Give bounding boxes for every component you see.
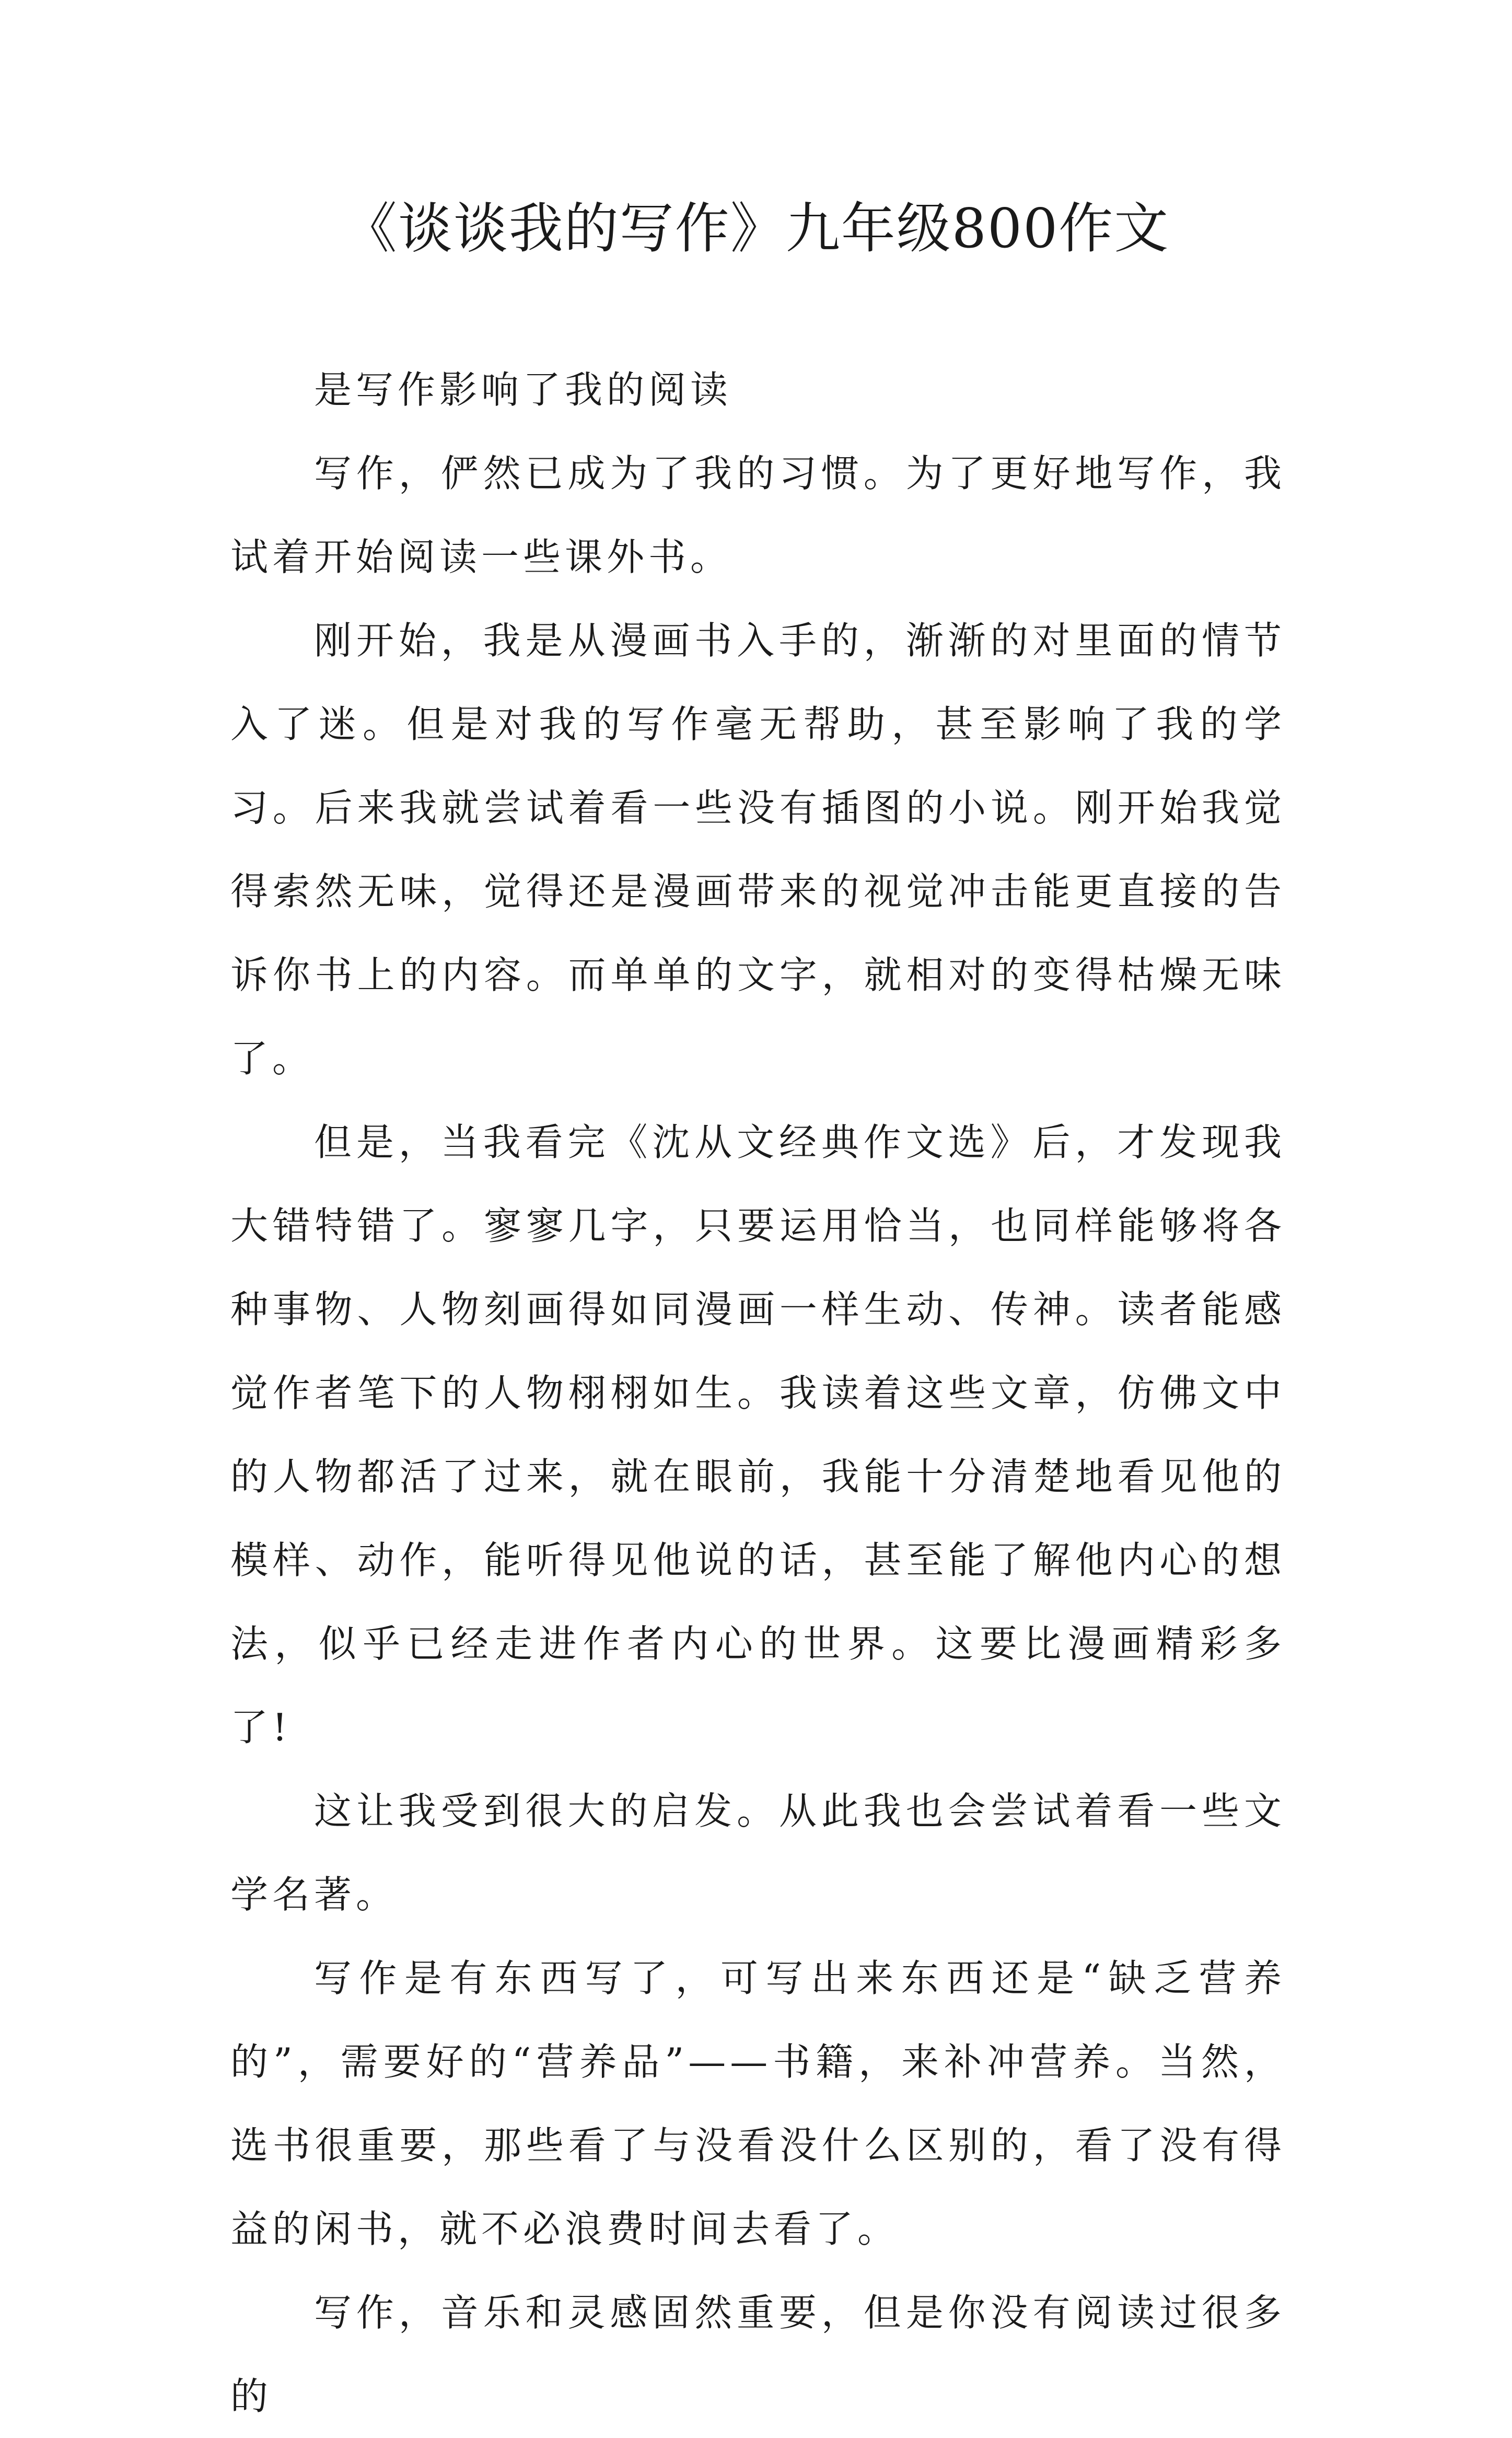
paragraph: 但是，当我看完《沈从文经典作文选》后，才发现我大错特错了。寥寥几字，只要运用恰当，也同样能够将各种事物、人物刻画得如同漫画一样生动、传神。读者能感觉作者笔下的人物栩栩如生。我读着这些文章，仿佛文中的人物都活了过来，就在眼前，我能十分清楚地看见他的模样、动作，能听得见他说的话，甚至能了解他内心的想法，似乎已经走进作者内心的世界。这要比漫画精彩多了! (230, 1120, 1286, 1749)
paragraph: 刚开始，我是从漫画书入手的，渐渐的对里面的情节入了迷。但是对我的写作毫无帮助，甚至影响了我的学习。后来我就尝试着看一些没有插图的小说。刚开始我觉得索然无味，觉得还是漫画带来的视觉冲击能更直接的告诉你书上的内容。而单单的文字，就相对的变得枯燥无味了。 (230, 619, 1286, 1081)
document-title: 《谈谈我的写作》九年级800作文 (342, 196, 1170, 260)
paragraph: 写作，俨然已成为了我的习惯。为了更好地写作，我试着开始阅读一些课外书。 (230, 451, 1286, 579)
document-body (230, 348, 1286, 2438)
paragraph: 写作，音乐和灵感固然重要，但是你没有阅读过很多的 (230, 2291, 1286, 2418)
paragraph: 这让我受到很大的启发。从此我也会尝试着看一些文学名著。 (230, 1789, 1286, 1917)
paragraph-subtitle: 是写作影响了我的阅读 (314, 368, 732, 412)
paragraph: 写作是有东西写了，可写出来东西还是“缺乏营养的”，需要好的“营养品”——书籍，来补冲营养。当然，选书很重要，那些看了与没看没什么区别的，看了没有得益的闲书，就不必浪费时间去看了。 (230, 1956, 1286, 2251)
